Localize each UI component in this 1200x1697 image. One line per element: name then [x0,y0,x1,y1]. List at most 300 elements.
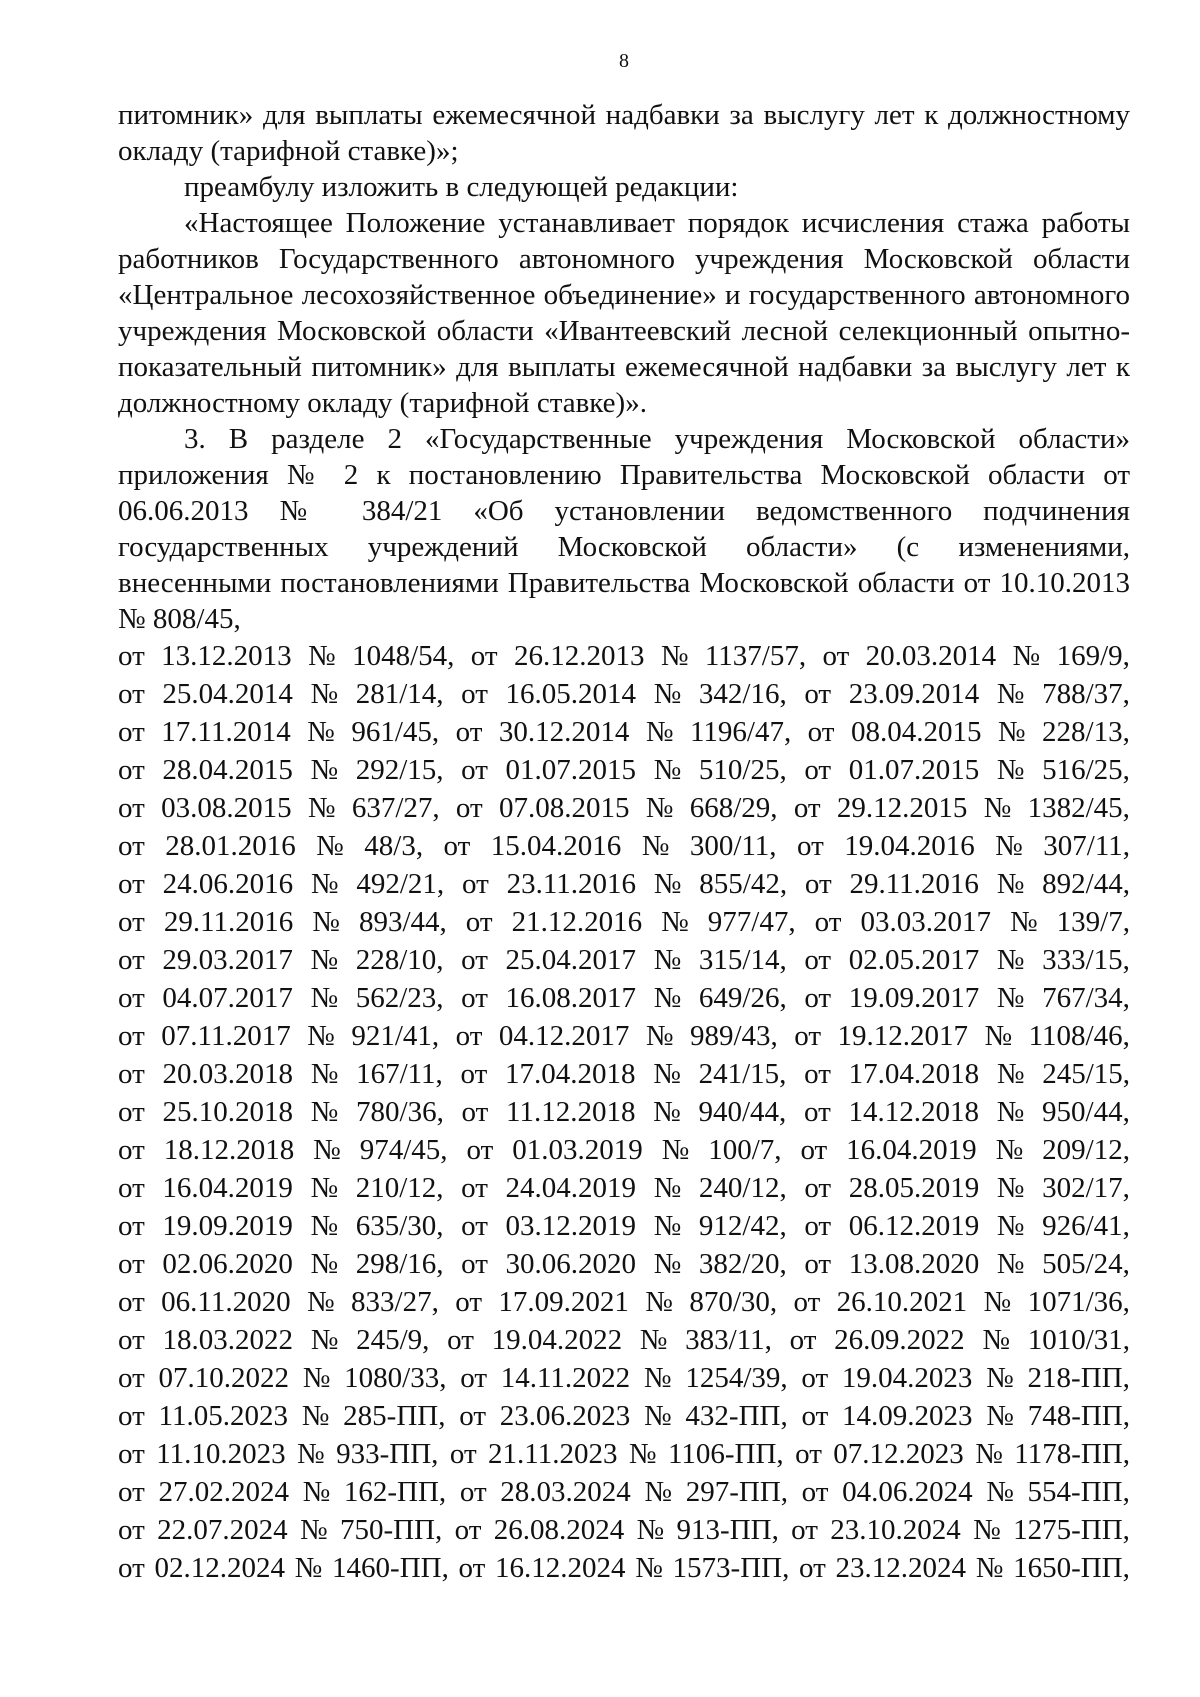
amendment-token: от [455,792,483,824]
amendment-token: № [1012,640,1041,672]
amendment-token: от [118,716,145,748]
amendment-token: № [294,1552,323,1584]
amendment-token: 505/24, [1042,1248,1130,1280]
amendment-token: от [118,944,145,976]
amendment-token: от [795,1438,822,1470]
amendment-token: 169/9, [1056,640,1130,672]
amendment-token: 162-ПП, [343,1476,447,1508]
amendment-line [118,1473,1130,1511]
amendment-token: от [118,678,145,710]
amendment-token: 28.01.2016 [165,830,296,862]
amendment-token: 20.03.2018 [162,1058,293,1090]
amendment-token: 19.09.2017 [848,982,980,1014]
amendment-token: № [653,1210,682,1242]
amendment-token: 961/45, [351,716,440,748]
amendment-token: № [312,906,340,938]
amendment-token: 29.11.2016 [849,868,979,900]
amendment-token: 893/44, [358,906,447,938]
amendment-token: № [308,640,336,672]
amendment-token: 16.04.2019 [846,1134,977,1166]
amendment-token: 218-ПП, [1027,1362,1130,1394]
amendment-token: № [310,678,339,710]
amendment-token: № [653,868,682,900]
amendment-token: 977/47, [707,906,796,938]
amendment-token: от [461,944,488,976]
amendment-token: 292/15, [355,754,444,786]
amendment-token: № [645,716,674,748]
amendment-line [118,1017,1130,1055]
amendment-line [118,1321,1130,1359]
amendment-token: 240/12, [698,1172,787,1204]
amendment-token: № [996,868,1025,900]
amendment-line [118,789,1130,827]
amendment-token: № [306,1286,335,1318]
amendment-token: 554-ПП, [1027,1476,1130,1508]
amendment-token: 17.04.2018 [505,1058,636,1090]
amendment-token: № [984,1020,1013,1052]
amendment-token: № [310,944,339,976]
amendment-token: 28.04.2015 [162,754,293,786]
amendment-token: 01.07.2015 [848,754,980,786]
amendment-token: № [310,754,339,786]
amendment-token: 1650-ПП, [1013,1552,1130,1584]
amendment-token: 241/15, [698,1058,787,1090]
amendment-token: 1106-ПП, [667,1438,784,1470]
amendment-token: 767/34, [1042,982,1130,1014]
amendment-token: 100/7, [708,1134,782,1166]
amendment-line [118,903,1130,941]
amendment-line [118,979,1130,1017]
amendment-line [118,1169,1130,1207]
amendment-token: 11.10.2023 [156,1438,286,1470]
amendment-token: 22.07.2024 [157,1514,288,1546]
amendment-line [118,637,1130,675]
amendment-token: 23.09.2014 [848,678,980,710]
amendment-token: № [639,1324,668,1356]
amendment-token: от [461,1172,488,1204]
amendment-token: № [975,1552,1004,1584]
amendment-token: № [645,792,674,824]
amendment-token: от [118,754,145,786]
amendment-token: № [641,830,670,862]
amendment-token: № [653,1096,681,1128]
amendment-token: от [804,982,832,1014]
amendment-token: 228/10, [355,944,444,976]
amendment-token: 635/30, [355,1210,444,1242]
amendment-line [118,1207,1130,1245]
amendment-token: № [996,982,1025,1014]
amendment-token: от [118,1134,145,1166]
amendment-token: 21.11.2023 [488,1438,618,1470]
amendment-token: 17.09.2021 [498,1286,629,1318]
amendment-list [118,637,1130,1587]
amendment-line [118,1245,1130,1283]
amendment-token: от [793,792,821,824]
amendment-token: 1382/45, [1027,792,1130,824]
amendment-token: от [461,982,488,1014]
amendment-token: 1178-ПП, [1014,1438,1130,1470]
amendment-token: 25.10.2018 [162,1096,293,1128]
amendment-token: 209/12, [1042,1134,1130,1166]
amendment-token: от [796,830,824,862]
amendment-token: от [455,1286,483,1318]
amendment-token: 14.11.2022 [500,1362,631,1394]
amendment-token: 637/27, [351,792,440,824]
document-body [118,97,1130,637]
amendment-token: от [804,754,832,786]
amendment-token: № [653,678,682,710]
amendment-token: от [804,1210,832,1242]
amendment-token: от [449,1438,477,1470]
amendment-token: 1108/46, [1028,1020,1130,1052]
amendment-token: 780/36, [356,1096,444,1128]
amendment-token: 19.09.2019 [162,1210,293,1242]
amendment-token: № [986,1362,1014,1394]
amendment-token: № [297,1438,325,1470]
amendment-token: 19.04.2022 [491,1324,623,1356]
amendment-token: 01.07.2015 [505,754,637,786]
amendment-token: от [794,1020,822,1052]
amendment-token: 855/42, [699,868,788,900]
amendment-token: от [804,1248,832,1280]
amendment-token: 892/44, [1042,868,1130,900]
amendment-token: 16.04.2019 [162,1172,293,1204]
amendment-token: № [983,1286,1012,1318]
amendment-token: 1254/39, [685,1362,788,1394]
amendment-token: 04.07.2017 [162,982,293,1014]
amendment-token: № [310,868,339,900]
amendment-token: 48/3, [364,830,424,862]
amendment-token: № [307,792,336,824]
amendment-token: 03.08.2015 [161,792,292,824]
amendment-token: 833/27, [351,1286,439,1318]
amendment-token: 492/21, [356,868,445,900]
amendment-token: 23.11.2016 [506,868,636,900]
amendment-token: от [804,678,832,710]
amendment-token: № [302,1362,331,1394]
amendment-line [118,1359,1130,1397]
amendment-token: от [461,1248,488,1280]
amendment-token: от [118,1552,145,1584]
amendment-token: № [628,1438,657,1470]
amendment-token: 649/26, [698,982,787,1014]
amendment-line [118,1283,1130,1321]
amendment-token: 516/25, [1042,754,1130,786]
amendment-token: от [118,1362,145,1394]
amendment-token: 15.04.2016 [490,830,622,862]
amendment-token: 989/43, [689,1020,778,1052]
amendment-token: от [804,1096,831,1128]
amendment-token: от [118,1248,145,1280]
paragraph-2: преамбулу изложить в следующей редакции: [184,171,739,203]
amendment-token: 24.06.2016 [162,868,294,900]
amendment-token: 139/7, [1056,906,1130,938]
amendment-token: 913-ПП, [676,1514,779,1546]
amendment-token: от [460,1058,488,1090]
amendment-token: 510/25, [698,754,787,786]
page-number: 8 [619,50,629,72]
amendment-token: от [804,1172,832,1204]
amendment-line [118,827,1130,865]
amendment-token: 1573-ПП, [672,1552,790,1584]
amendment-token: 02.06.2020 [162,1248,293,1280]
amendment-token: от [466,1134,494,1166]
amendment-token: от [804,944,832,976]
amendment-token: 23.06.2023 [499,1400,631,1432]
amendment-token: от [455,1020,483,1052]
amendment-token: от [118,1096,145,1128]
amendment-token: № [307,716,335,748]
amendment-token: 14.12.2018 [848,1096,979,1128]
amendment-token: № [986,1476,1014,1508]
amendment-token: 24.04.2019 [505,1172,637,1204]
amendment-token: от [454,1514,482,1546]
amendment-token: 18.12.2018 [163,1134,295,1166]
amendment-token: 01.03.2019 [512,1134,643,1166]
amendment-token: 210/12, [355,1172,444,1204]
amendment-token: 16.05.2014 [505,678,637,710]
amendment-token: от [465,906,493,938]
amendment-token: 27.02.2024 [158,1476,289,1508]
amendment-token: 16.12.2024 [495,1552,626,1584]
amendment-line [118,713,1130,751]
amendment-line [118,941,1130,979]
amendment-token: № [299,1514,328,1546]
amendment-token: № [983,792,1012,824]
amendment-token: 788/37, [1042,678,1130,710]
amendment-token: 28.03.2024 [500,1476,631,1508]
amendment-token: № [986,1400,1014,1432]
amendment-token: 06.11.2020 [161,1286,291,1318]
amendment-token: 1048/54, [352,640,455,672]
amendment-token: 974/45, [359,1134,448,1166]
amendment-line [118,675,1130,713]
amendment-token: от [461,1096,489,1128]
amendment-token: от [459,1476,487,1508]
amendment-token: 03.12.2019 [505,1210,637,1242]
amendment-token: 13.08.2020 [848,1248,980,1280]
amendment-token: № [653,1248,682,1280]
amendment-token: 750-ПП, [339,1514,443,1546]
amendment-token: № [982,1324,1010,1356]
amendment-token: 1010/31, [1027,1324,1130,1356]
amendment-token: от [801,1400,829,1432]
amendment-token: 19.04.2016 [844,830,975,862]
amendment-token: 1460-ПП, [332,1552,449,1584]
amendment-token: 03.03.2017 [860,906,991,938]
amendment-token: № [645,1286,673,1318]
amendment-token: № [302,1476,331,1508]
amendment-token: № [996,678,1025,710]
amendment-token: № [996,1248,1025,1280]
amendment-token: № [310,1096,339,1128]
amendment-token: от [118,1324,145,1356]
amendment-token: от [118,1058,145,1090]
amendment-token: 26.10.2021 [836,1286,968,1318]
amendment-token: 25.04.2017 [505,944,637,976]
amendment-token: от [118,1438,145,1470]
amendment-token: № [316,830,344,862]
amendment-token: 16.08.2017 [505,982,637,1014]
amendment-line [118,1093,1130,1131]
amendment-token: 20.03.2014 [865,640,997,672]
amendment-token: № [996,1096,1025,1128]
amendment-token: 07.12.2023 [833,1438,964,1470]
amendment-token: 333/15, [1042,944,1130,976]
amendment-token: № [661,1134,690,1166]
amendment-token: от [801,1476,829,1508]
amendment-token: от [807,716,835,748]
amendment-token: № [661,906,689,938]
amendment-token: № [973,1514,1001,1546]
amendment-token: от [804,868,832,900]
amendment-token: 04.06.2024 [842,1476,973,1508]
amendment-token: от [118,1286,145,1318]
amendment-token: № [653,982,682,1014]
amendment-token: 298/16, [355,1248,444,1280]
amendment-token: от [118,1020,145,1052]
amendment-token: 950/44, [1042,1096,1130,1128]
amendment-token: № [310,1324,339,1356]
amendment-token: № [310,1210,339,1242]
amendment-token: 668/29, [689,792,778,824]
amendment-token: 25.04.2014 [162,678,293,710]
amendment-token: № [995,1134,1024,1166]
amendment-token: 06.12.2019 [848,1210,980,1242]
amendment-token: от [793,1286,821,1318]
amendment-line [118,751,1130,789]
amendment-token: 933-ПП, [336,1438,439,1470]
amendment-token: от [461,754,488,786]
amendment-token: 1080/33, [344,1362,447,1394]
amendment-token: № [996,1210,1025,1242]
amendment-token: 04.12.2017 [498,1020,630,1052]
amendment-token: от [460,1362,488,1394]
amendment-token: от [118,1400,145,1432]
amendment-token: 07.10.2022 [158,1362,290,1394]
amendment-token: № [310,1172,339,1204]
amendment-token: № [644,1400,672,1432]
amendment-token: № [996,754,1025,786]
amendment-line [118,1435,1130,1473]
amendment-token: 17.04.2018 [848,1058,980,1090]
amendment-token: 315/14, [698,944,787,976]
amendment-token: № [636,1514,665,1546]
amendment-token: № [1009,906,1038,938]
amendment-token: № [997,716,1026,748]
amendment-token: от [461,678,488,710]
amendment-token: от [118,906,145,938]
amendment-token: от [455,716,483,748]
amendment-token: от [118,792,145,824]
amendment-token: 30.06.2020 [505,1248,637,1280]
amendment-token: 382/20, [698,1248,787,1280]
amendment-token: 19.12.2017 [837,1020,969,1052]
amendment-token: от [118,1210,145,1242]
amendment-token: от [118,868,145,900]
amendment-token: от [461,1210,488,1242]
amendment-token: № [653,754,682,786]
amendment-token: от [789,1324,817,1356]
amendment-line [118,865,1130,903]
amendment-token: № [307,1020,335,1052]
amendment-token: 26.12.2013 [513,640,645,672]
amendment-token: 11.05.2023 [158,1400,288,1432]
amendment-line [118,1055,1130,1093]
amendment-token: от [443,830,471,862]
amendment-token: 342/16, [698,678,787,710]
amendment-token: от [791,1514,818,1546]
amendment-token: 921/41, [351,1020,440,1052]
amendment-token: № [310,1058,339,1090]
amendment-token: 912/42, [698,1210,787,1242]
amendment-token: 228/13, [1042,716,1130,748]
amendment-token: от [118,830,145,862]
amendment-token: 23.12.2024 [835,1552,967,1584]
amendment-line [118,1131,1130,1169]
amendment-token: от [118,982,145,1014]
amendment-token: № [313,1134,341,1166]
amendment-token: № [996,1172,1025,1204]
amendment-token: от [459,1400,486,1432]
amendment-token: 28.05.2019 [848,1172,980,1204]
amendment-token: 18.03.2022 [162,1324,293,1356]
paragraph-1: питомник» для выплаты ежемесячной надбавки за выслугу лет к должностному окладу (тарифной ставке)»; [118,99,1130,167]
amendment-token: № [643,1362,672,1394]
amendment-token: № [645,1020,674,1052]
amendment-token: 17.11.2014 [161,716,291,748]
amendment-token: от [118,1476,145,1508]
amendment-token: 940/44, [698,1096,787,1128]
amendment-token: № [635,1552,663,1584]
amendment-token: № [310,982,339,1014]
amendment-token: № [644,1476,673,1508]
amendment-token: 432-ПП, [685,1400,788,1432]
amendment-token: 19.04.2023 [841,1362,973,1394]
amendment-token: от [461,868,489,900]
amendment-token: № [653,1058,681,1090]
amendment-token: 383/11, [685,1324,772,1356]
amendment-token: 1137/57, [704,640,807,672]
amendment-token: 926/41, [1042,1210,1130,1242]
amendment-token: 1071/36, [1027,1286,1130,1318]
amendment-token: 29.03.2017 [162,944,293,976]
amendment-token: 1275-ПП, [1013,1514,1130,1546]
amendment-token: 300/11, [689,830,777,862]
amendment-token: от [458,1552,486,1584]
amendment-token: № [653,944,682,976]
amendment-token: 23.10.2024 [830,1514,961,1546]
amendment-token: 02.05.2017 [848,944,980,976]
amendment-token: № [653,1172,682,1204]
amendment-token: 11.12.2018 [506,1096,636,1128]
amendment-token: № [996,944,1025,976]
amendment-token: от [801,1362,829,1394]
amendment-token: № [310,1248,339,1280]
amendment-token: 02.12.2024 [154,1552,285,1584]
amendment-token: от [118,1172,145,1204]
amendment-token: 1196/47, [689,716,792,748]
amendment-token: 245/9, [356,1324,430,1356]
amendment-token: 26.09.2022 [834,1324,965,1356]
amendment-token: от [804,1058,831,1090]
amendment-token: 281/14, [355,678,444,710]
amendment-token: 21.12.2016 [511,906,643,938]
amendment-token: 29.11.2016 [163,906,294,938]
amendment-token: 14.09.2023 [842,1400,973,1432]
amendment-line [118,1511,1130,1549]
amendment-token: № [975,1438,1003,1470]
